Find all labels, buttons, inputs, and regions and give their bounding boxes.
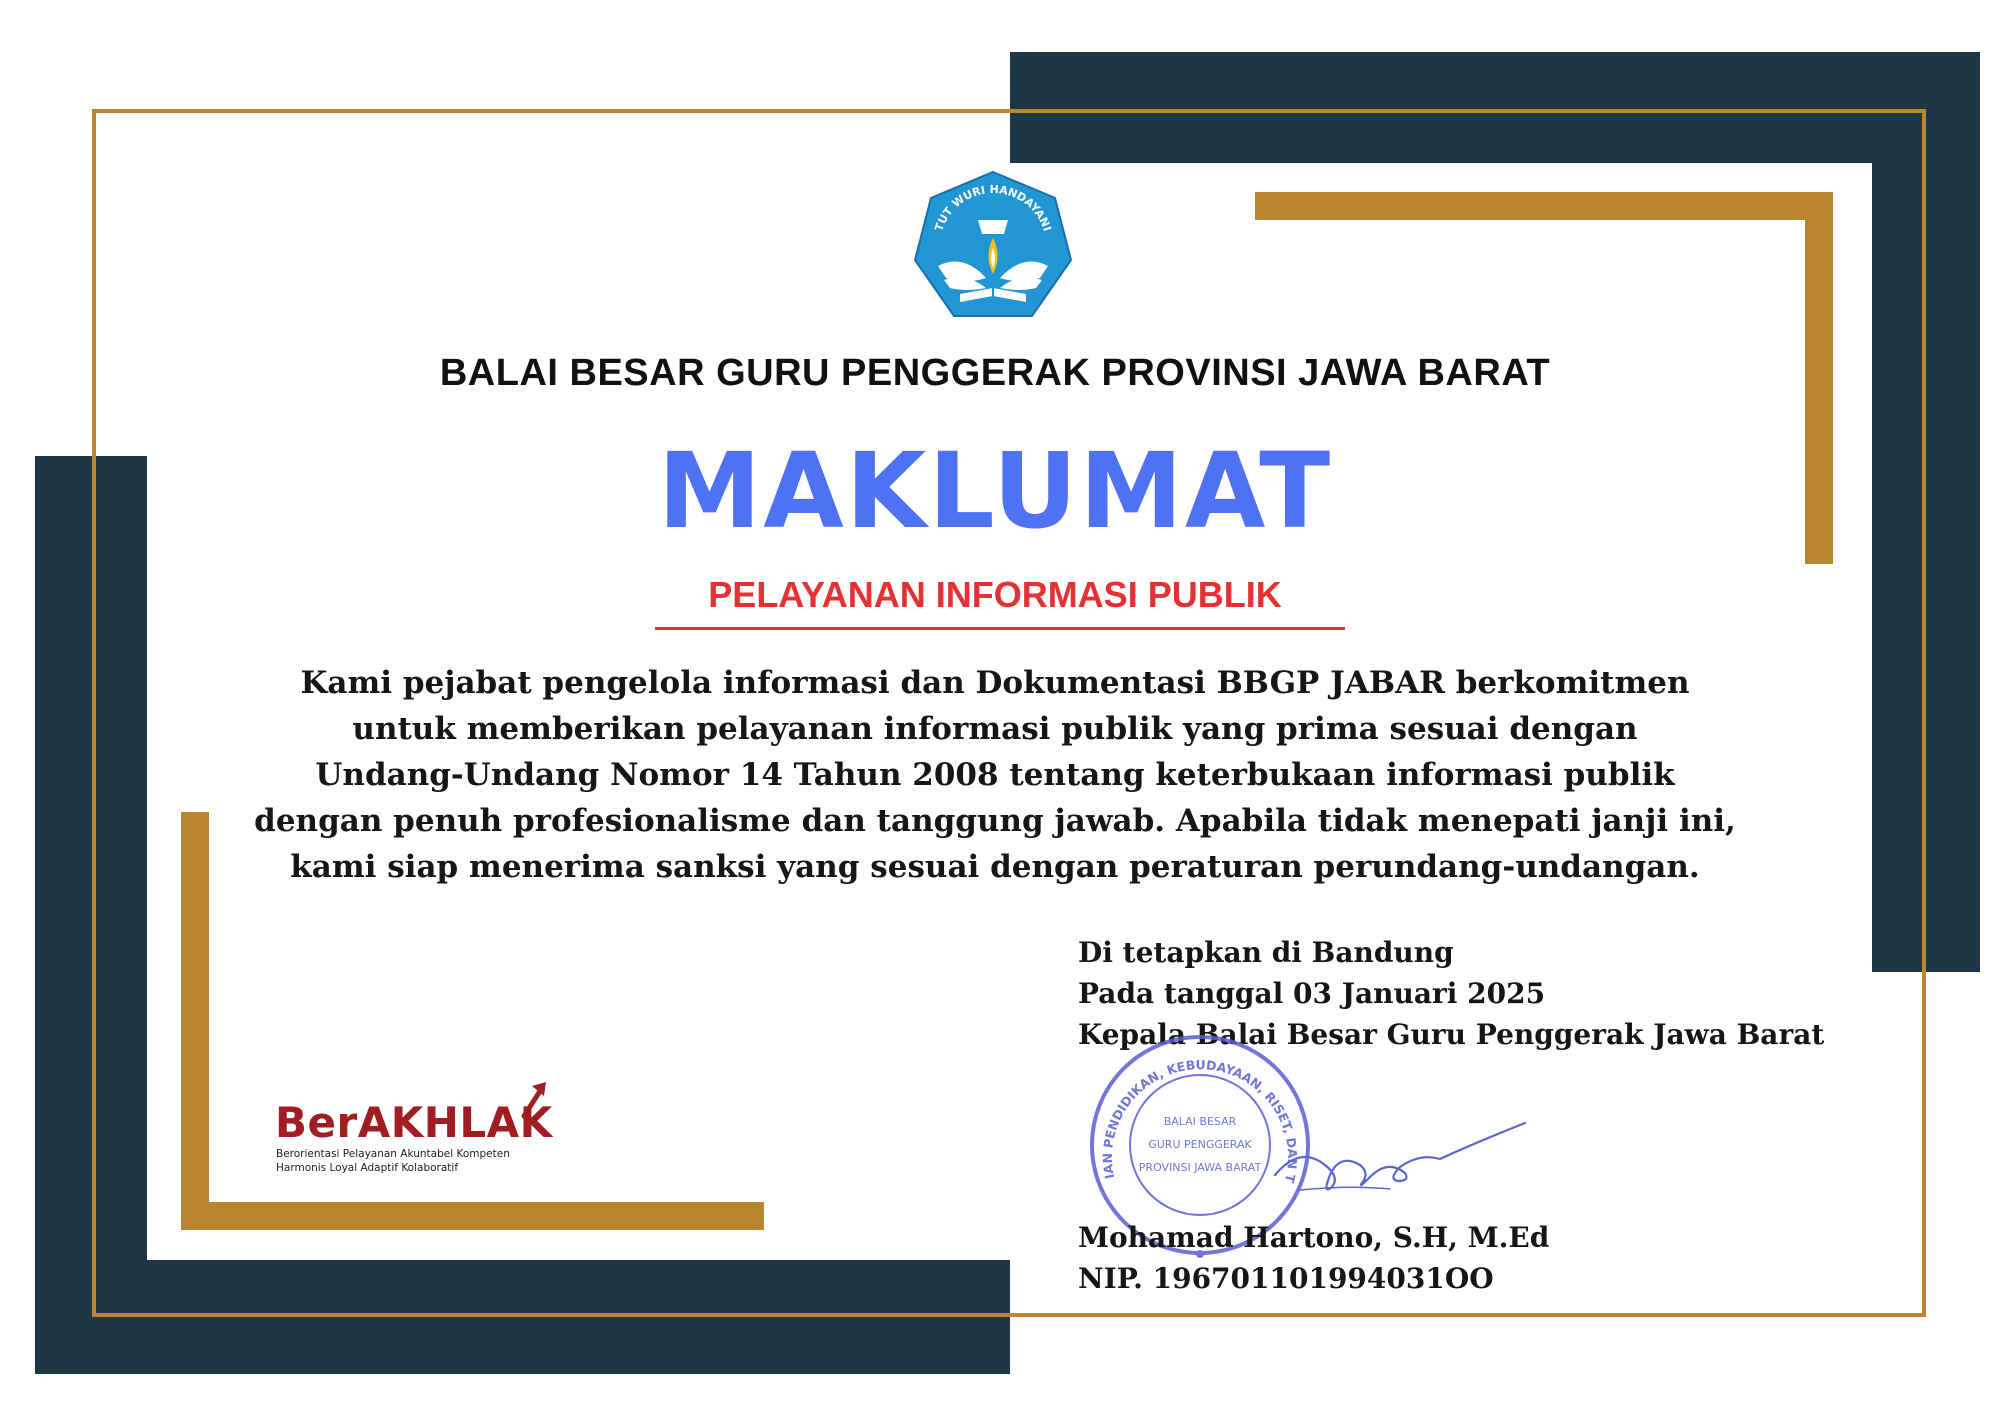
statement-line: Kami pejabat pengelola informasi dan Dokumentasi BBGP JABAR berkomitmen xyxy=(300,665,1690,701)
stamp-ring-text: IAN PENDIDIKAN, KEBUDAYAAN, RISET, DAN T xyxy=(1099,1057,1301,1185)
stamp-center-line-1: BALAI BESAR xyxy=(1163,1115,1237,1128)
gold-bracket-top xyxy=(1255,192,1833,220)
berakhlak-tagline-2: Harmonis Loyal Adaptif Kolaboratif xyxy=(276,1162,459,1174)
organization-heading: BALAI BESAR GURU PENGGERAK PROVINSI JAWA BARAT xyxy=(439,352,1551,394)
statement-body xyxy=(200,660,1790,890)
tut-wuri-handayani-logo xyxy=(908,168,1078,328)
handwritten-signature xyxy=(1270,1115,1540,1205)
signatory-nip: NIP. 196701101994031OO xyxy=(1078,1262,1494,1295)
statement-line: dengan penuh profesionalisme dan tanggung jawab. Apabila tidak menepati janji ini, xyxy=(254,803,1736,839)
signature-position: Kepala Balai Besar Guru Penggerak Jawa Barat xyxy=(1078,1018,1825,1051)
statement-line: Undang-Undang Nomor 14 Tahun 2008 tentang keterbukaan informasi publik xyxy=(315,757,1675,793)
statement-line: untuk memberikan pelayanan informasi publik yang prima sesuai dengan xyxy=(352,711,1638,747)
stamp-center-line-2: GURU PENGGERAK xyxy=(1148,1138,1252,1151)
berakhlak-tagline-1: Berorientasi Pelayanan Akuntabel Kompeten xyxy=(276,1148,510,1160)
signature-date: Pada tanggal 03 Januari 2025 xyxy=(1078,977,1546,1010)
statement-line: kami siap menerima sanksi yang sesuai dengan peraturan perundang-undangan. xyxy=(290,849,1700,885)
gold-bracket-bottom xyxy=(181,1202,764,1230)
document-title: MAKLUMAT xyxy=(657,430,1333,552)
berakhlak-wordmark: BerAKHLAK xyxy=(275,1098,553,1147)
signature-place: Di tetapkan di Bandung xyxy=(1078,936,1454,969)
signatory-name: Mohamad Hartono, S.H, M.Ed xyxy=(1078,1221,1550,1254)
stamp-center-line-3: PROVINSI JAWA BARAT xyxy=(1138,1161,1262,1174)
logo-motto-text: TUT WURI HANDAYANI xyxy=(932,182,1054,233)
subtitle-underline xyxy=(655,627,1345,630)
document-subtitle: PELAYANAN INFORMASI PUBLIK xyxy=(708,574,1282,615)
berakhlak-arrow-icon xyxy=(520,1080,550,1120)
